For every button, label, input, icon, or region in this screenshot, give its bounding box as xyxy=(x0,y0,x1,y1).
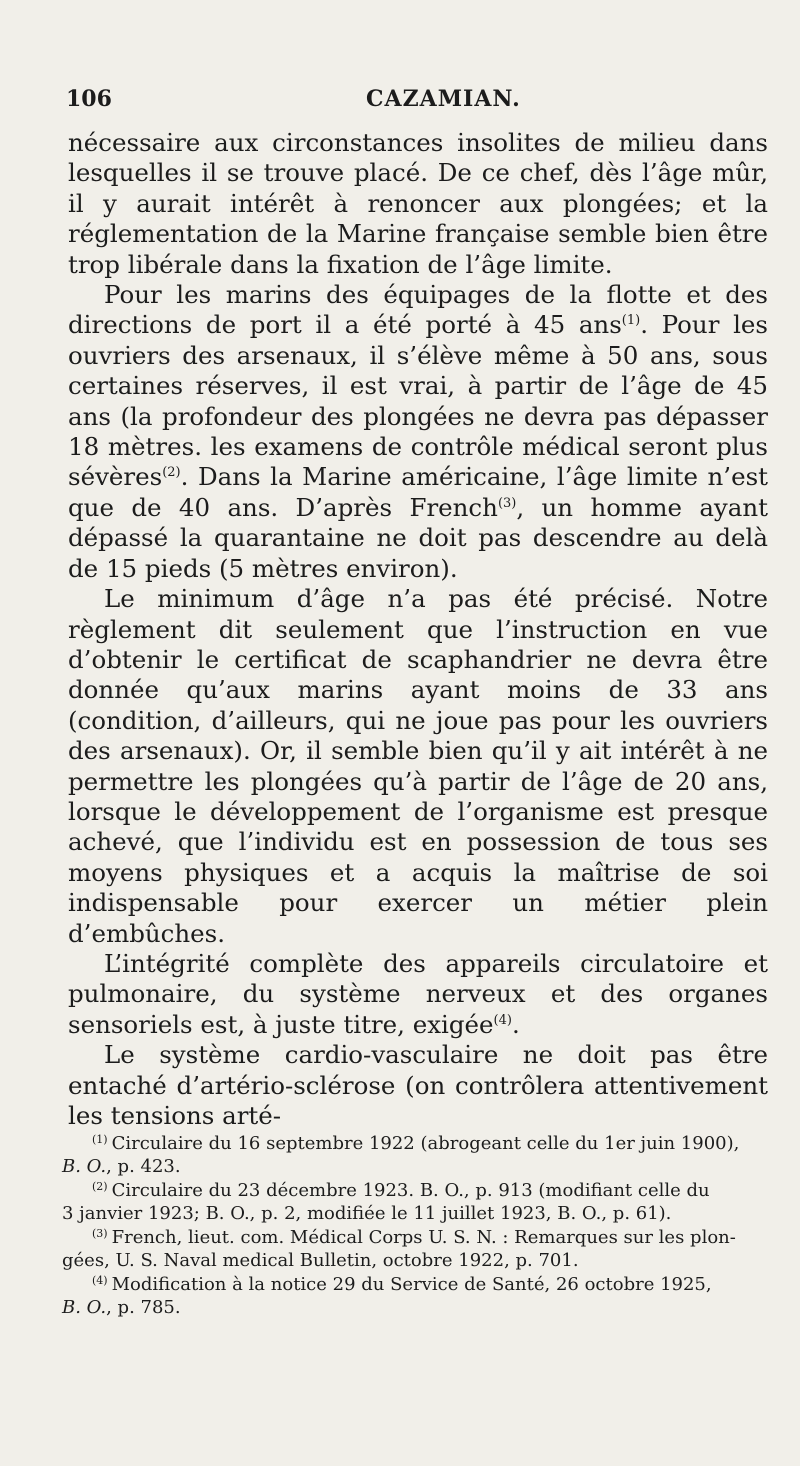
footnote-tail: 3 janvier 1923; B. O., p. 2, modifiée le 11 juillet 1923, B. O., p. 61). xyxy=(62,1203,672,1224)
paragraph-2 xyxy=(68,280,768,584)
footnote-ref-3[interactable]: (3) xyxy=(497,495,517,511)
footnote-text: Circulaire du 23 décembre 1923. B. O., p. 913 (modifiant celle du xyxy=(111,1180,710,1201)
footnote-ref-2[interactable]: (2) xyxy=(162,465,181,481)
footnote-tail-italic: B. O. xyxy=(62,1297,107,1318)
footnote-tail: , p. 785. xyxy=(106,1297,181,1318)
paragraph-5: Le système cardio-vasculaire ne doit pas être entaché d’artério-sclérose (on contrôlera attentivement les tensions arté- xyxy=(68,1040,768,1130)
main-text xyxy=(68,128,768,1131)
footnote-ref-4[interactable]: (4) xyxy=(493,1012,512,1028)
page-header xyxy=(66,86,766,118)
paragraph-2-part-c: . Dans la Marine américaine, l’âge limite n’est que de 40 ans. D’après French xyxy=(68,462,768,522)
footnote-tail: , p. 423. xyxy=(106,1156,181,1177)
footnote-ref-1[interactable]: (1) xyxy=(621,313,641,329)
paragraph-4-part-b: . xyxy=(511,1009,520,1039)
paragraph-3: Le minimum d’âge n’a pas été précisé. Notre règlement dit seulement que l’instruction en vue d’obtenir le certificat de scaphandrier ne devra être donnée qu’aux marins ayant moins de 33 ans (condition, d’ailleurs, qui ne joue pas pour les ouvriers des arsenaux). Or, il semble bien qu’il y ait intérêt à ne permettre les plongées qu’à partir de l’âge de 20 ans, lorsque le développement de l’organisme est presque achevé, que l’individu est en possession de tous ses moyens physiques et a acquis la maîtrise de soi indispensable pour exercer un métier plein d’embûches. xyxy=(68,584,768,948)
paragraph-1: nécessaire aux circonstances insolites de milieu dans lesquelles il se trouve placé. De ce chef, dès l’âge mûr, il y aurait intérêt à renoncer aux plongées; et la réglementation de la Marine française semble bien être trop libérale dans la fixation de l’âge limite. xyxy=(68,128,768,279)
footnotes xyxy=(62,1132,766,1320)
paragraph-4-part-a: L’intégrité complète des appareils circulatoire et pulmonaire, du système nerveux et des organes sensoriels est, à juste titre, exigée xyxy=(68,948,768,1039)
footnote-mark: (4) xyxy=(92,1274,108,1287)
footnote-3 xyxy=(62,1226,766,1272)
footnote-tail: gées, U. S. Naval medical Bulletin, octobre 1922, p. 701. xyxy=(62,1250,579,1271)
footnote-2 xyxy=(62,1179,766,1225)
paragraph-2-part-d: , un homme ayant dépassé la quarantaine ne doit pas descendre au delà de 15 pieds (5 mètres environ). xyxy=(68,492,768,583)
footnote-text: French, lieut. com. Médical Corps U. S. N. : Remarques sur les plon- xyxy=(111,1227,736,1248)
footnote-text: Circulaire du 16 septembre 1922 (abrogeant celle du 1er juin 1900), xyxy=(111,1133,740,1154)
footnote-mark: (1) xyxy=(92,1133,108,1146)
footnote-text: Modification à la notice 29 du Service de Santé, 26 octobre 1925, xyxy=(111,1274,712,1295)
footnote-mark: (2) xyxy=(92,1180,108,1193)
footnote-4 xyxy=(62,1273,766,1319)
footnote-1 xyxy=(62,1132,766,1178)
footnote-tail-italic: B. O. xyxy=(62,1156,107,1177)
page-number: 106 xyxy=(66,86,112,112)
running-title: CAZAMIAN. xyxy=(366,86,521,112)
paragraph-2-part-a: Pour les marins des équipages de la flotte et des directions de port il a été porté à 45 ans xyxy=(68,280,768,340)
footnote-mark: (3) xyxy=(92,1227,108,1240)
paragraph-4 xyxy=(68,949,768,1040)
paragraph-2-part-b: . Pour les ouvriers des arsenaux, il s’élève même à 50 ans, sous certaines réserves, il est vrai, à partir de l’âge de 45 ans (la profondeur des plongées ne devra pas dépasser 18 mètres. les examens de contrôle médical seront plus sévères xyxy=(68,310,768,492)
